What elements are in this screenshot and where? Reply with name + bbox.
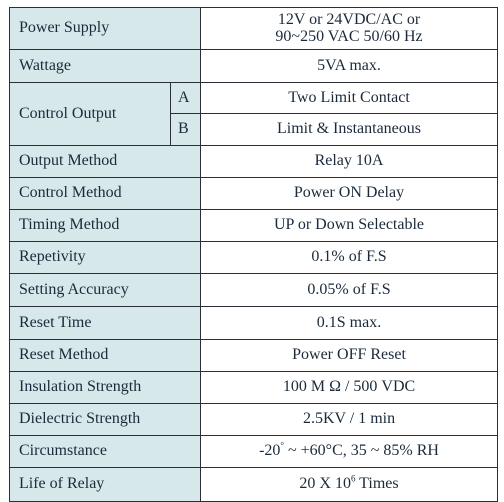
row-label: Wattage [10,50,201,83]
row-value: Two Limit Contact [201,83,498,114]
value-line: 12V or 24VDC/AC or [277,10,421,28]
table-row [10,340,498,372]
value-part: -20 [259,442,281,460]
row-label: Setting Accuracy [10,274,201,307]
row-label: Control Method [10,178,201,210]
row-value: Power OFF Reset [201,340,498,372]
table-row [10,242,498,274]
table-row [10,178,498,210]
row-label: Life of Relay [10,468,201,502]
row-value: 2.5KV / 1 min [201,404,498,436]
row-value: 5VA max. [201,50,498,83]
row-label: Output Method [10,146,201,178]
row-label: Circumstance [10,436,201,468]
row-value: 0.05% of F.S [201,274,498,307]
row-label: Dielectric Strength [10,404,201,436]
row-value: 0.1S max. [201,307,498,340]
value-line: 90~250 VAC 50/60 Hz [275,27,423,45]
row-value: UP or Down Selectable [201,210,498,242]
sub-label-a: A [171,83,201,114]
value-part: 20 X 10 [299,475,351,493]
row-label: Control Output [10,83,171,146]
table-row [10,50,498,83]
row-label: Timing Method [10,210,201,242]
table-row [10,274,498,307]
table-row [10,146,498,178]
row-value: Relay 10A [201,146,498,178]
row-value [201,468,498,502]
table-row [10,210,498,242]
row-label: Power Supply [10,8,201,50]
table-row [10,404,498,436]
table-row [10,372,498,404]
degree-superscript: ° [280,440,284,451]
sub-label-b: B [171,114,201,146]
table-row [10,83,498,114]
table-row [10,8,498,50]
row-label: Insulation Strength [10,372,201,404]
specifications-table [9,7,498,502]
exponent-superscript: 6 [350,473,356,484]
row-value: 0.1% of F.S [201,242,498,274]
row-label: Reset Method [10,340,201,372]
table-row [10,307,498,340]
value-part: ~ +60°C, 35 ~ 85% RH [284,442,439,460]
value-part: Times [355,475,399,493]
row-label: Repetivity [10,242,201,274]
row-value [201,8,498,50]
table-row [10,468,498,502]
row-value: Power ON Delay [201,178,498,210]
row-value: Limit & Instantaneous [201,114,498,146]
row-value: 100 M Ω / 500 VDC [201,372,498,404]
table-row [10,436,498,468]
row-value [201,436,498,468]
row-label: Reset Time [10,307,201,340]
